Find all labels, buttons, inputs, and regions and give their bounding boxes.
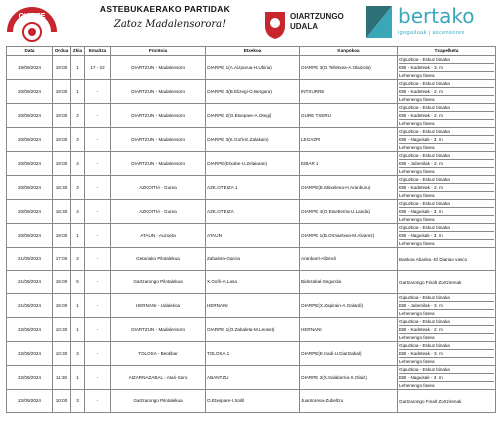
cell-etxekoa: AZK.OTEIZA	[206, 200, 300, 224]
cell-emaitza: -	[85, 366, 111, 390]
cell-data: 21/09/2024	[7, 294, 53, 318]
cell-frontoia: OIARTZUN - Madalensoro	[111, 128, 206, 152]
cell-kanpokoa: Bidezabal-Segurola	[300, 271, 398, 294]
cell-etxekoa: AZK.OTEIZA 1	[206, 176, 300, 200]
cell-zkia: 4	[71, 200, 85, 224]
cell-kanpokoa: Aranbarri-Alberdi	[300, 248, 398, 271]
cell-data: 22/09/2024	[7, 390, 53, 413]
cell-emaitza: -	[85, 104, 111, 128]
cell-data: 20/09/2024	[7, 224, 53, 248]
cell-etxekoa: OIARPE(Etxabe-U.Zelaiaran)	[206, 152, 300, 176]
cell-etxekoa: Zabaleta-Garcia	[206, 248, 300, 271]
txapelketa-line: EBI - Naguisak - 3. m	[399, 208, 494, 216]
cell-data: 20/09/2024	[7, 200, 53, 224]
cell-frontoia: OIARTZUN - Madalensoro	[111, 318, 206, 342]
cell-etxekoa: TOLOSA 1	[206, 342, 300, 366]
cell-etxekoa: ABANTZU	[206, 366, 300, 390]
table-header-row	[7, 47, 496, 56]
udala-logo-line1: OIARTZUNGO	[290, 12, 344, 21]
txapelketa-line: Gipuzkoa - Eskuz binaka	[399, 200, 494, 208]
txapelketa-line: EBI - Kadeteak - 3. m	[399, 64, 494, 72]
col-header-emaitza: Emaitza	[85, 47, 111, 56]
cell-data: 22/09/2024	[7, 342, 53, 366]
cell-txapelketa	[398, 80, 496, 104]
col-header-zkia: Zkia	[71, 47, 85, 56]
txapelketa-line: Lehenengo fasea	[399, 359, 435, 364]
cell-ordua: 16:00	[53, 294, 71, 318]
cell-ordua: 10:30	[53, 342, 71, 366]
cell-etxekoa: OIARPE 3(B.Elizegi-O.Bergara)	[206, 80, 300, 104]
table-row	[7, 224, 496, 248]
page-title: ASTEBUKAERAKO PARTIDAK	[99, 4, 231, 14]
cell-kanpokoa: OIARPE 3(O.Telletxea-A.Olaizola)	[300, 56, 398, 80]
cell-txapelketa	[398, 366, 496, 390]
oiarpe-logo-text: OIARPE	[18, 13, 46, 20]
cell-kanpokoa: OIARPE 2(X.Salaberria-X.Olaiz)	[300, 366, 398, 390]
cell-ordua: 19:00	[53, 224, 71, 248]
cell-txapelketa	[398, 56, 496, 80]
cell-etxekoa: OIARPE 1(O.Zabaleta-M.Leoset)	[206, 318, 300, 342]
cell-txapelketa	[398, 128, 496, 152]
cell-ordua: 18:00	[53, 80, 71, 104]
cell-ordua: 17:00	[53, 248, 71, 271]
cell-zkia: 1	[71, 294, 85, 318]
cell-txapelketa	[398, 248, 496, 271]
cell-ordua: 18:00	[53, 104, 71, 128]
cell-frontoia: AZKOITIA - Gurea	[111, 200, 206, 224]
cell-etxekoa: HERNANI	[206, 294, 300, 318]
table-row	[7, 248, 496, 271]
table-row	[7, 152, 496, 176]
cell-emaitza: -	[85, 176, 111, 200]
cell-txapelketa	[398, 104, 496, 128]
table-row	[7, 342, 496, 366]
cell-data: 21/09/2024	[7, 271, 53, 294]
cell-emaitza: -	[85, 152, 111, 176]
cell-zkia: 3	[71, 128, 85, 152]
cell-emaitza: -	[85, 248, 111, 271]
cell-kanpokoa: Juantorena-Zubeltzu	[300, 390, 398, 413]
table-row	[7, 318, 496, 342]
cell-txapelketa	[398, 390, 496, 413]
table-row	[7, 176, 496, 200]
table-row	[7, 390, 496, 413]
cell-kanpokoa: OIARPE 1(B.Ormaetxea-M.Alvarez)	[300, 224, 398, 248]
cell-etxekoa: OIARPE 1(A.Aizpurua-H.Ubiria)	[206, 56, 300, 80]
cell-frontoia: Gartzarongo Pilotalekua	[111, 271, 206, 294]
txapelketa-line: Gipuzkoa - Eskuz binaka	[399, 80, 494, 88]
cell-data: 20/09/2024	[7, 104, 53, 128]
cell-data: 20/09/2024	[7, 152, 53, 176]
txapelketa-line: Lehenengo fasea	[399, 311, 435, 316]
table-row	[7, 200, 496, 224]
txapelketa-line: Lehenengo fasea	[399, 383, 435, 388]
cell-frontoia: Gartzarongo Pilotalekua	[111, 390, 206, 413]
cell-emaitza: -	[85, 271, 111, 294]
schedule-rows	[7, 56, 496, 413]
cell-ordua: 18:00	[53, 152, 71, 176]
cell-zkia: 1	[71, 56, 85, 80]
cell-etxekoa: O.Etxepare-I.Soitil	[206, 390, 300, 413]
cell-emaitza: -	[85, 128, 111, 152]
schedule-table	[6, 46, 496, 413]
txapelketa-line: Gipuzkoa - Eskuz binaka	[399, 224, 494, 232]
cell-data: 20/09/2024	[7, 80, 53, 104]
cell-txapelketa	[398, 224, 496, 248]
cell-etxekoa: X.Goñi-A.Lasa	[206, 271, 300, 294]
cell-txapelketa	[398, 152, 496, 176]
cell-zkia: 1	[71, 224, 85, 248]
table-row	[7, 104, 496, 128]
table-row	[7, 128, 496, 152]
cell-kanpokoa: HERNANI	[300, 318, 398, 342]
cell-emaitza: -	[85, 80, 111, 104]
cell-frontoia: AIZARNAZABAL - Atari-Soro	[111, 366, 206, 390]
bertako-logo-tagline: igogailuak | ascensores	[398, 30, 465, 36]
txapelketa-line: Gipuzkoa - Eskuz binaka	[399, 56, 494, 64]
table-row	[7, 80, 496, 104]
cell-kanpokoa: GURE TXERU	[300, 104, 398, 128]
table-row	[7, 294, 496, 318]
txapelketa-line: Gipuzkoa - Eskuz binaka	[399, 104, 494, 112]
oiarpe-logo	[2, 2, 62, 44]
txapelketa-line: EBI - Kadeteak - 2. m	[399, 88, 494, 96]
col-header-etxekoa: Etxekoa	[206, 47, 300, 56]
cell-zkia: 4	[71, 152, 85, 176]
page-header	[0, 0, 500, 46]
cell-kanpokoa: OIARPE(E.Iradi-U.Diartzabal)	[300, 342, 398, 366]
txapelketa-line: Lehenengo fasea	[399, 97, 435, 102]
cell-emaitza: -	[85, 318, 111, 342]
txapelketa-line: EBI - Jubenilak - 2. m	[399, 160, 494, 168]
txapelketa-line: EBI - Naguisak - 3. m	[399, 136, 494, 144]
cell-ordua: 11:30	[53, 366, 71, 390]
cell-zkia: 3	[71, 342, 85, 366]
cell-zkia: 1	[71, 80, 85, 104]
txapelketa-line: EBI - Kadeteak - 3. m	[399, 350, 494, 358]
txapelketa-line: Gartzarongo Finalt Zortzirenak	[399, 398, 462, 404]
cell-zkia: 2	[71, 248, 85, 271]
txapelketa-line: Lehenengo fasea	[399, 335, 435, 340]
cell-frontoia: OIARTZUN - Madalensoro	[111, 80, 206, 104]
cell-zkia: 5	[71, 271, 85, 294]
txapelketa-line: Gipuzkoa - Eskuz binaka	[399, 318, 494, 326]
cell-txapelketa	[398, 200, 496, 224]
col-header-frontoia: Frontoia	[111, 47, 206, 56]
table-row	[7, 56, 496, 80]
cell-frontoia: OIARTZUN - Madalensoro	[111, 104, 206, 128]
cell-emaitza: -	[85, 200, 111, 224]
cell-etxekoa: ATAUN	[206, 224, 300, 248]
col-header-kanpokoa: Kanpokoa	[300, 47, 398, 56]
txapelketa-line: Lehenengo fasea	[399, 241, 435, 246]
cell-kanpokoa: EIBAR 1	[300, 152, 398, 176]
cell-txapelketa	[398, 271, 496, 294]
cell-zkia: 1	[71, 366, 85, 390]
bertako-logo-word: bertako	[398, 4, 475, 28]
cell-frontoia: OIARTZUN - Madalensoro	[111, 152, 206, 176]
table-row	[7, 366, 496, 390]
txapelketa-line: Lehenengo fasea	[399, 169, 435, 174]
cell-zkia: 1	[71, 318, 85, 342]
txapelketa-line: Lehenengo fasea	[399, 193, 435, 198]
txapelketa-line: EBI - Naguisak - 3. m	[399, 232, 494, 240]
col-header-ordua: Ordua	[53, 47, 71, 56]
cell-frontoia: HERNANI - Udalekoa	[111, 294, 206, 318]
cell-data: 19/09/2024	[7, 56, 53, 80]
cell-ordua: 16:00	[53, 271, 71, 294]
cell-frontoia: Getariako Pilotalekua	[111, 248, 206, 271]
cell-kanpokoa: OIARPE(X.Zapirain-A.Galardi)	[300, 294, 398, 318]
cell-etxekoa: OIARPE 3(K.Goñi-E.Zalakain)	[206, 128, 300, 152]
table-row	[7, 271, 496, 294]
cell-zkia: 3	[71, 390, 85, 413]
cell-data: 22/09/2024	[7, 366, 53, 390]
cell-zkia: 2	[71, 104, 85, 128]
txapelketa-line: EBI - Kadeteak - 2. m	[399, 326, 494, 334]
txapelketa-line: EBI - Kadeteak - 2. m	[399, 112, 494, 120]
txapelketa-line: Bankoa Abanka -El Diariao vasco	[399, 256, 468, 262]
txapelketa-line: Gipuzkoa - Eskuz binaka	[399, 294, 494, 302]
cell-frontoia: ATAUN - Auzoeta	[111, 224, 206, 248]
txapelketa-line: Lehenengo fasea	[399, 121, 435, 126]
cell-data: 22/09/2024	[7, 318, 53, 342]
udala-logo	[262, 8, 350, 40]
txapelketa-line: EBI - Naguisak - 3. m	[399, 374, 494, 382]
txapelketa-line: EBI - Kadeteak - 2. m	[399, 184, 494, 192]
txapelketa-line: Lehenengo fasea	[399, 73, 435, 78]
txapelketa-line: Gipuzkoa - Eskuz binaka	[399, 152, 494, 160]
cell-txapelketa	[398, 176, 496, 200]
cell-frontoia: AZKOITIA - Gurea	[111, 176, 206, 200]
cell-ordua: 18:30	[53, 176, 71, 200]
cell-frontoia: OIARTZUN - Madalensoro	[111, 56, 206, 80]
txapelketa-line: Lehenengo fasea	[399, 145, 435, 150]
cell-etxekoa: OIARPE 2(O.Etxepare-A.Otegi)	[206, 104, 300, 128]
cell-data: 20/09/2024	[7, 176, 53, 200]
cell-ordua: 18:00	[53, 56, 71, 80]
col-header-data: Data	[7, 47, 53, 56]
cell-zkia: 3	[71, 176, 85, 200]
cell-txapelketa	[398, 342, 496, 366]
udala-logo-line2: UDALA	[290, 22, 318, 31]
txapelketa-line: Gartzarongo Finalt Zortzirenak	[399, 279, 462, 285]
txapelketa-line: Gipuzkoa - Eskuz binaka	[399, 128, 494, 136]
cell-txapelketa	[398, 318, 496, 342]
txapelketa-line: Gipuzkoa - Eskuz binaka	[399, 176, 494, 184]
page-subtitle: Zatoz Madalensorora!	[113, 19, 227, 30]
bertako-logo	[362, 2, 492, 44]
cell-emaitza: -	[85, 294, 111, 318]
cell-kanpokoa: OIARPE 4(O.Etxeberria-U.Landa)	[300, 200, 398, 224]
txapelketa-line: Gipuzkoa - Eskuz binaka	[399, 342, 494, 350]
cell-data: 21/09/2024	[7, 248, 53, 271]
cell-ordua: 18:00	[53, 128, 71, 152]
cell-frontoia: TOLOSA - Beotibar	[111, 342, 206, 366]
cell-kanpokoa: INTXURRE	[300, 80, 398, 104]
cell-emaitza: -	[85, 342, 111, 366]
cell-ordua: 18:30	[53, 200, 71, 224]
cell-kanpokoa: LEGAZPI	[300, 128, 398, 152]
col-header-txapelketa: Txapelketa	[398, 47, 496, 56]
cell-kanpokoa: OIARPE(E.Mitxelena-H.Aranburu)	[300, 176, 398, 200]
cell-ordua: 10:00	[53, 390, 71, 413]
cell-txapelketa	[398, 294, 496, 318]
txapelketa-line: EBI - Jubenilak - 3. m	[399, 302, 494, 310]
cell-emaitza: -	[85, 224, 111, 248]
cell-data: 20/09/2024	[7, 128, 53, 152]
txapelketa-line: Lehenengo fasea	[399, 217, 435, 222]
txapelketa-line: Gipuzkoa - Eskuz binaka	[399, 366, 494, 374]
cell-ordua: 10:30	[53, 318, 71, 342]
cell-emaitza: -	[85, 390, 111, 413]
cell-emaitza: 17 - 22	[85, 56, 111, 80]
